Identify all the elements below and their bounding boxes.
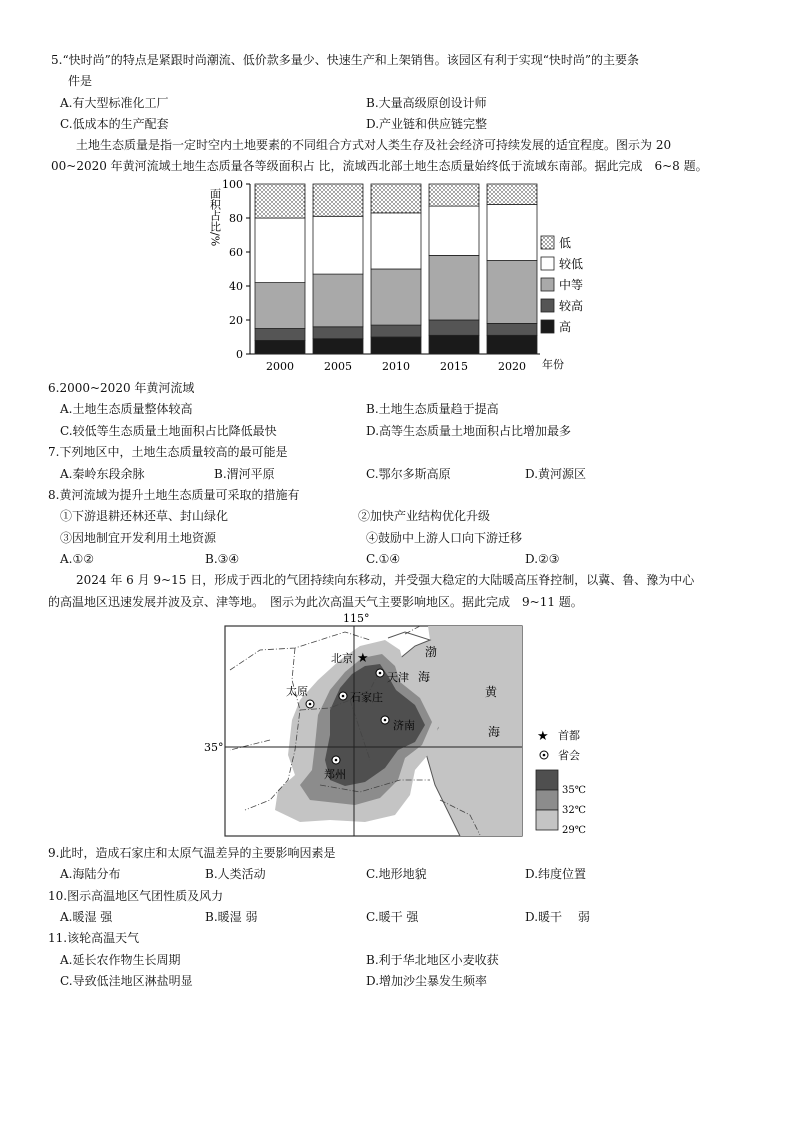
bar-segment	[313, 339, 363, 354]
y-tick-label: 60	[229, 246, 243, 259]
bar-segment	[313, 216, 363, 274]
x-tick-label: 2010	[382, 360, 410, 373]
q8-option-d: D.②③	[525, 552, 560, 566]
bar-segment	[255, 329, 305, 341]
bar-segment	[429, 184, 479, 206]
x-tick-label: 2015	[440, 360, 468, 373]
bar-segment	[255, 218, 305, 283]
passage2-line2: 的高温地区迅速发展并波及京、津等地。 图示为此次高温天气主要影响地区。据此完成 9~11 题。	[48, 595, 583, 609]
city-shijiazhuang: 石家庄	[350, 691, 383, 704]
q7-stem: 7.下列地区中，土地生态质量较高的最可能是	[48, 445, 288, 459]
city-jinan: 济南	[393, 719, 415, 732]
bar-segment	[371, 337, 421, 354]
shijiazhuang-marker-dot	[342, 695, 345, 698]
q5-stem: 5.“快时尚”的特点是紧跟时尚潮流、低价款多量少、快速生产和上架销售。该园区有利于实现“快时尚”的主要条	[51, 53, 639, 67]
legend-label: 低	[559, 236, 572, 250]
q8-option-a: A.①②	[60, 552, 94, 566]
lon-label: 115°	[343, 612, 370, 625]
bar-segment	[371, 269, 421, 325]
passage1-line2: 00~2020 年黄河流域土地生态质量各等级面积占 比，流域西北部土地生态质量始终低于流域东南部。据此完成 6~8 题。	[51, 159, 708, 173]
q5-option-a: A.有大型标准化工厂	[60, 96, 169, 110]
legend-t35: 35℃	[562, 785, 586, 796]
bar-segment	[313, 327, 363, 339]
jinan-marker-dot	[384, 719, 387, 722]
legend-label: 较低	[559, 257, 584, 271]
legend-swatch	[541, 236, 554, 249]
q8-stem: 8.黄河流域为提升土地生态质量可采取的措施有	[48, 488, 300, 502]
legend-swatch	[541, 299, 554, 312]
heat-wave-map	[200, 610, 610, 840]
bar-segment	[429, 320, 479, 335]
q5-option-b: B.大量高级原创设计师	[366, 96, 487, 110]
q6-option-a: A.土地生态质量整体较高	[60, 402, 193, 416]
legend-swatch-35	[536, 770, 558, 790]
q9-option-b: B.人类活动	[205, 867, 266, 881]
q8-option-b: B.③④	[205, 552, 240, 566]
q8-item-4: ④鼓励中上游人口向下游迁移	[366, 531, 523, 545]
x-tick-label: 2005	[324, 360, 352, 373]
legend-provincial-capital: 省会	[558, 749, 580, 762]
city-tianjin: 天津	[387, 671, 409, 684]
q6-option-b: B.土地生态质量趋于提高	[366, 402, 499, 416]
q8-item-1: ①下游退耕还林还草、封山绿化	[60, 509, 229, 523]
q7-option-c: C.鄂尔多斯高原	[366, 467, 451, 481]
passage1-line1: 土地生态质量是指一定时空内土地要素的不同组合方式对人类生存及社会经济可持续发展的适宜程度。图示为 20	[76, 138, 672, 152]
legend-swatch	[541, 320, 554, 333]
bar-segment	[371, 213, 421, 269]
tianjin-marker-dot	[379, 672, 382, 675]
bar-segment	[487, 335, 537, 354]
q10-option-b: B.暖湿 弱	[205, 910, 258, 924]
q6-stem: 6.2000~2020 年黄河流域	[48, 381, 195, 395]
bar-segment	[487, 184, 537, 204]
beijing-star-icon: ★	[357, 651, 369, 666]
q11-option-d: D.增加沙尘暴发生频率	[366, 974, 488, 988]
q9-stem: 9.此时，造成石家庄和太原气温差异的主要影响因素是	[48, 846, 336, 860]
q9-option-a: A.海陆分布	[60, 867, 121, 881]
bar-segment	[371, 325, 421, 337]
legend-provincial-capital-dot	[543, 754, 546, 757]
legend-t32: 32℃	[562, 805, 586, 816]
q11-option-c: C.导致低洼地区淋盐明显	[60, 974, 193, 988]
legend-swatch	[541, 257, 554, 270]
y-tick-label: 40	[229, 280, 243, 293]
q9-option-c: C.地形地貌	[366, 867, 427, 881]
sea-huang-2: 海	[488, 725, 501, 739]
x-tick-label: 2000	[266, 360, 294, 373]
zhengzhou-marker-dot	[335, 759, 338, 762]
q5-option-c: C.低成本的生产配套	[60, 117, 169, 131]
passage2-line1: 2024 年 6 月 9~15 日，形成于西北的气团持续向东移动，并受强大稳定的大陆暖高压脊控制，以冀、鲁、豫为中心	[76, 573, 695, 587]
q9-option-d: D.纬度位置	[525, 867, 587, 881]
q10-stem: 10.图示高温地区气团性质及风力	[48, 889, 224, 903]
city-zhengzhou: 郑州	[324, 768, 346, 781]
bar-segment	[255, 340, 305, 354]
bar-segment	[429, 255, 479, 320]
q6-option-d: D.高等生态质量土地面积占比增加最多	[366, 424, 572, 438]
q6-option-c: C.较低等生态质量土地面积占比降低最快	[60, 424, 277, 438]
q8-item-2: ②加快产业结构优化升级	[358, 509, 491, 523]
y-axis-label: 面积占比/%	[208, 188, 222, 247]
y-tick-label: 80	[229, 212, 243, 225]
q11-option-a: A.延长农作物生长周期	[60, 953, 181, 967]
y-tick-label: 100	[222, 178, 243, 191]
taiyuan-marker-dot	[309, 703, 312, 706]
sea-huang: 黄	[485, 685, 498, 699]
legend-swatch-32	[536, 790, 558, 810]
q8-option-c: C.①④	[366, 552, 401, 566]
bar-segment	[487, 323, 537, 335]
bar-segment	[255, 184, 305, 218]
legend-swatch	[541, 278, 554, 291]
legend-label: 中等	[559, 278, 584, 292]
q10-option-a: A.暖湿 强	[60, 910, 113, 924]
bar-segment	[429, 206, 479, 255]
y-tick-label: 0	[236, 348, 243, 361]
bar-segment	[429, 335, 479, 354]
q10-option-d: D.暖干 弱	[525, 910, 590, 924]
q11-option-b: B.利于华北地区小麦收获	[366, 953, 499, 967]
bar-segment	[371, 184, 421, 213]
sea-bo: 渤	[425, 645, 438, 659]
bar-segment	[313, 274, 363, 327]
q7-option-b: B.渭河平原	[214, 467, 275, 481]
q5-stem-cont: 件是	[68, 74, 93, 88]
q7-option-a: A.秦岭东段余脉	[60, 467, 145, 481]
legend-swatch-29	[536, 810, 558, 830]
legend-star-icon: ★	[537, 729, 549, 744]
q10-option-c: C.暖干 强	[366, 910, 419, 924]
x-tick-label: 2020	[498, 360, 526, 373]
y-tick-label: 20	[229, 314, 243, 327]
legend-label: 较高	[559, 299, 584, 313]
sea-bo-2: 海	[418, 670, 431, 684]
x-axis-label: 年份	[542, 358, 564, 371]
bar-segment	[255, 283, 305, 329]
bar-segment	[313, 184, 363, 216]
land-quality-stacked-bar-chart	[205, 175, 605, 375]
q11-stem: 11.该轮高温天气	[48, 931, 140, 945]
legend-capital: 首都	[558, 729, 580, 742]
bar-segment	[487, 261, 537, 324]
city-beijing: 北京	[331, 652, 353, 665]
city-taiyuan: 太原	[286, 685, 308, 698]
q5-option-d: D.产业链和供应链完整	[366, 117, 488, 131]
q7-option-d: D.黄河源区	[525, 467, 587, 481]
q8-item-3: ③因地制宜开发利用土地资源	[60, 531, 217, 545]
bar-segment	[487, 204, 537, 260]
legend-label: 高	[559, 320, 572, 334]
legend-t29: 29℃	[562, 825, 586, 836]
lat-label: 35°	[204, 741, 224, 754]
